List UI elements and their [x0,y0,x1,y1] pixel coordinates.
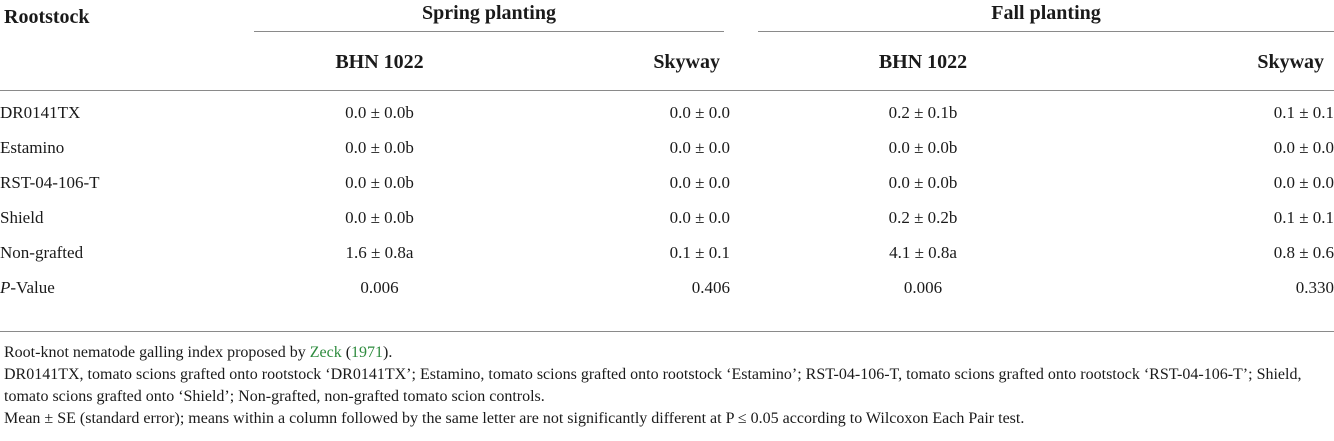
header-spring-skyway: Skyway [653,50,721,73]
pvalue-italic-p: P [0,277,11,297]
table-row [0,91,1334,131]
header-row-groups [0,0,1334,34]
header-rootstock: Rootstock [4,5,90,28]
row-label: Non-grafted [0,242,84,262]
header-empty-cell [0,34,232,91]
footnote-1-close: ). [383,344,393,361]
cell-fall-skyway: 0.0 ± 0.0 [1273,137,1334,157]
citation-author-link[interactable]: Zeck [309,344,342,361]
header-fall-planting [730,0,1334,34]
cell-fall-bhn: 0.2 ± 0.2b [888,207,958,227]
cell-fall-skyway: 0.0 ± 0.0 [1273,172,1334,192]
cell-spring-bhn: 0.0 ± 0.0b [345,207,414,227]
table-row [0,165,1334,200]
table-footnotes [4,342,1330,430]
header-spring-bhn: BHN 1022 [335,50,424,73]
header-row-cultivars [0,34,1334,91]
row-label: RST-04-106-T [0,172,100,192]
cell-spring-skyway: 0.0 ± 0.0 [669,172,731,192]
cell-spring-skyway: 0.0 ± 0.0 [669,207,731,227]
pvalue-spring-bhn: 0.006 [360,277,399,297]
cell-fall-skyway: 0.1 ± 0.1 [1273,207,1334,227]
cell-spring-bhn: 0.0 ± 0.0b [345,172,414,192]
row-label: Shield [0,207,44,227]
footnote-1-text: Root-knot nematode galling index proposed by [4,344,310,361]
fall-group-label: Fall planting [758,2,1334,32]
footnote-2: DR0141TX, tomato scions grafted onto rootstock ‘DR0141TX’; Estamino, tomato scions grafted onto rootstock ‘Estamino’; RST-04-106-T, tomato scions grafted onto rootstock ‘RST-04-106-T’; Shield, tomato scions grafted onto ‘Shield’; Non-grafted, non-grafted tomato scion controls. [4,366,1302,405]
cell-spring-bhn: 0.0 ± 0.0b [345,102,414,122]
footnote-1 [4,342,1330,364]
pvalue-row [0,270,1334,305]
citation-year-link[interactable]: 1971 [351,344,384,361]
table-row [0,235,1334,270]
cell-fall-skyway: 0.8 ± 0.6 [1273,242,1334,262]
cell-spring-bhn: 1.6 ± 0.8a [345,242,414,262]
cell-fall-bhn: 0.0 ± 0.0b [888,137,958,157]
header-fall-skyway: Skyway [1257,50,1325,73]
header-spring-planting [232,0,730,34]
pvalue-label [0,270,232,305]
cell-fall-bhn: 0.0 ± 0.0b [888,172,958,192]
cell-spring-skyway: 0.0 ± 0.0 [669,137,731,157]
pvalue-fall-bhn: 0.006 [903,277,943,297]
cell-spring-skyway: 0.1 ± 0.1 [669,242,731,262]
footnote-1-open: ( [341,344,352,361]
pvalue-fall-skyway: 0.330 [1295,277,1334,297]
footnote-3: Mean ± SE (standard error); means within a column followed by the same letter are not significantly different at P ≤ 0.05 according to Wilcoxon Each Pair test. [4,410,1025,427]
cell-fall-skyway: 0.1 ± 0.1 [1273,102,1334,122]
cell-spring-skyway: 0.0 ± 0.0 [669,102,731,122]
table-row [0,200,1334,235]
row-label: Estamino [0,137,65,157]
cell-fall-bhn: 0.2 ± 0.1b [888,102,958,122]
cell-fall-bhn: 4.1 ± 0.8a [889,242,957,262]
table-row [0,130,1334,165]
row-label: DR0141TX [0,102,81,122]
spring-group-label: Spring planting [254,2,724,32]
header-fall-bhn: BHN 1022 [878,50,968,73]
cell-spring-bhn: 0.0 ± 0.0b [345,137,414,157]
pvalue-label-rest: -Value [10,277,55,297]
pvalue-spring-skyway: 0.406 [691,277,731,297]
table-bottom-rule [0,331,1334,332]
